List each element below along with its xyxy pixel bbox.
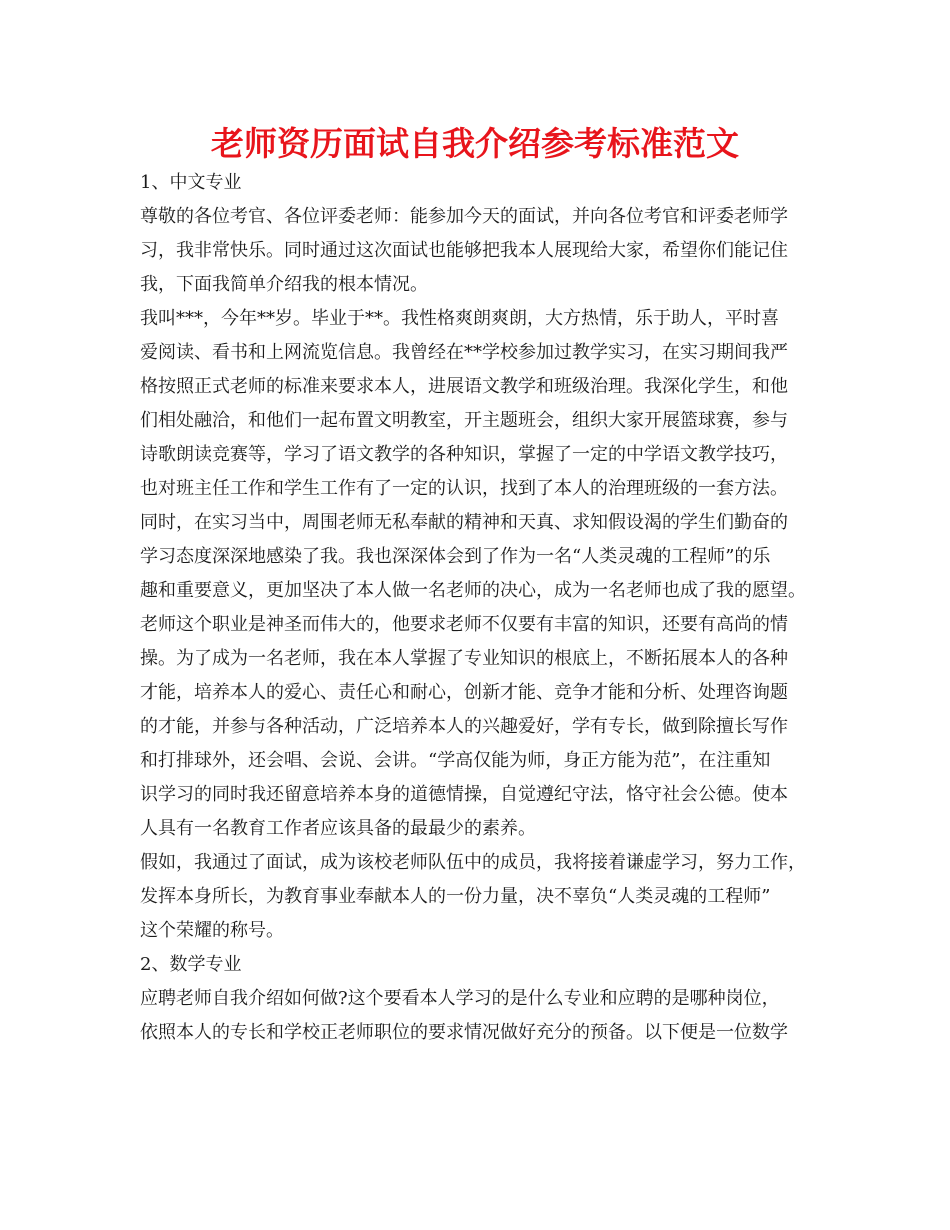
body-line: 们相处融洽，和他们一起布置文明教室，开主题班会，组织大家开展篮球赛，参与 [140, 410, 788, 431]
body-line: 格按照正式老师的标准来要求本人，进展语文教学和班级治理。我深化学生，和他 [140, 376, 788, 397]
body-line: 人具有一名教育工作者应该具备的最最少的素养。 [140, 818, 536, 839]
body-line: 我，下面我简单介绍我的根本情况。 [140, 274, 428, 295]
body-line: 识学习的同时我还留意培养本身的道德情操，自觉遵纪守法，恪守社会公德。使本 [140, 784, 788, 805]
body-line: 爱阅读、看书和上网流览信息。我曾经在**学校参加过教学实习，在实习期间我严 [140, 342, 788, 363]
body-line: 学习态度深深地感染了我。我也深深体会到了作为一名“人类灵魂的工程师”的乐 [140, 546, 771, 567]
body-line: 的才能，并参与各种活动，广泛培养本人的兴趣爱好，学有专长，做到除擅长写作 [140, 716, 788, 737]
body-line: 这个荣耀的称号。 [140, 920, 284, 941]
body-line: 诗歌朗读竞赛等，学习了语文教学的各种知识，掌握了一定的中学语文教学技巧， [140, 444, 788, 465]
body-line: 也对班主任工作和学生工作有了一定的认识，找到了本人的治理班级的一套方法。 [140, 478, 788, 499]
heading-chinese-major: 1、中文专业 [140, 172, 242, 193]
body-line: 老师这个职业是神圣而伟大的，他要求老师不仅要有丰富的知识，还要有高尚的情 [140, 614, 788, 635]
body-line: 依照本人的专长和学校正老师职位的要求情况做好充分的预备。以下便是一位数学 [140, 1022, 788, 1043]
document-title: 老师资历面试自我介绍参考标准范文 [211, 124, 739, 163]
body-line: 习，我非常快乐。同时通过这次面试也能够把我本人展现给大家，希望你们能记住 [140, 240, 788, 261]
body-line: 尊敬的各位考官、各位评委老师：能参加今天的面试，并向各位考官和评委老师学 [140, 206, 788, 227]
body-line: 发挥本身所长，为教育事业奉献本人的一份力量，决不辜负“人类灵魂的工程师” [140, 886, 771, 907]
document-body [140, 166, 816, 1050]
body-line: 同时，在实习当中，周围老师无私奉献的精神和天真、求知假设渴的学生们勤奋的 [140, 512, 788, 533]
body-line: 才能，培养本人的爱心、责任心和耐心，创新才能、竞争才能和分析、处理咨询题 [140, 682, 788, 703]
body-line: 操。为了成为一名老师，我在本人掌握了专业知识的根底上，不断拓展本人的各种 [140, 648, 788, 669]
heading-math-major: 2、数学专业 [140, 954, 242, 975]
body-line: 假如，我通过了面试，成为该校老师队伍中的成员，我将接着谦虚学习，努力工作， [140, 852, 806, 873]
body-line: 和打排球外，还会唱、会说、会讲。“学高仅能为师，身正方能为范”，在注重知 [140, 750, 771, 771]
body-line: 趣和重要意义，更加坚决了本人做一名老师的决心，成为一名老师也成了我的愿望。 [140, 580, 806, 601]
body-line: 我叫***，今年**岁。毕业于**。我性格爽朗爽朗，大方热情，乐于助人，平时喜 [140, 308, 779, 329]
body-line: 应聘老师自我介绍如何做?这个要看本人学习的是什么专业和应聘的是哪种岗位， [140, 988, 780, 1009]
